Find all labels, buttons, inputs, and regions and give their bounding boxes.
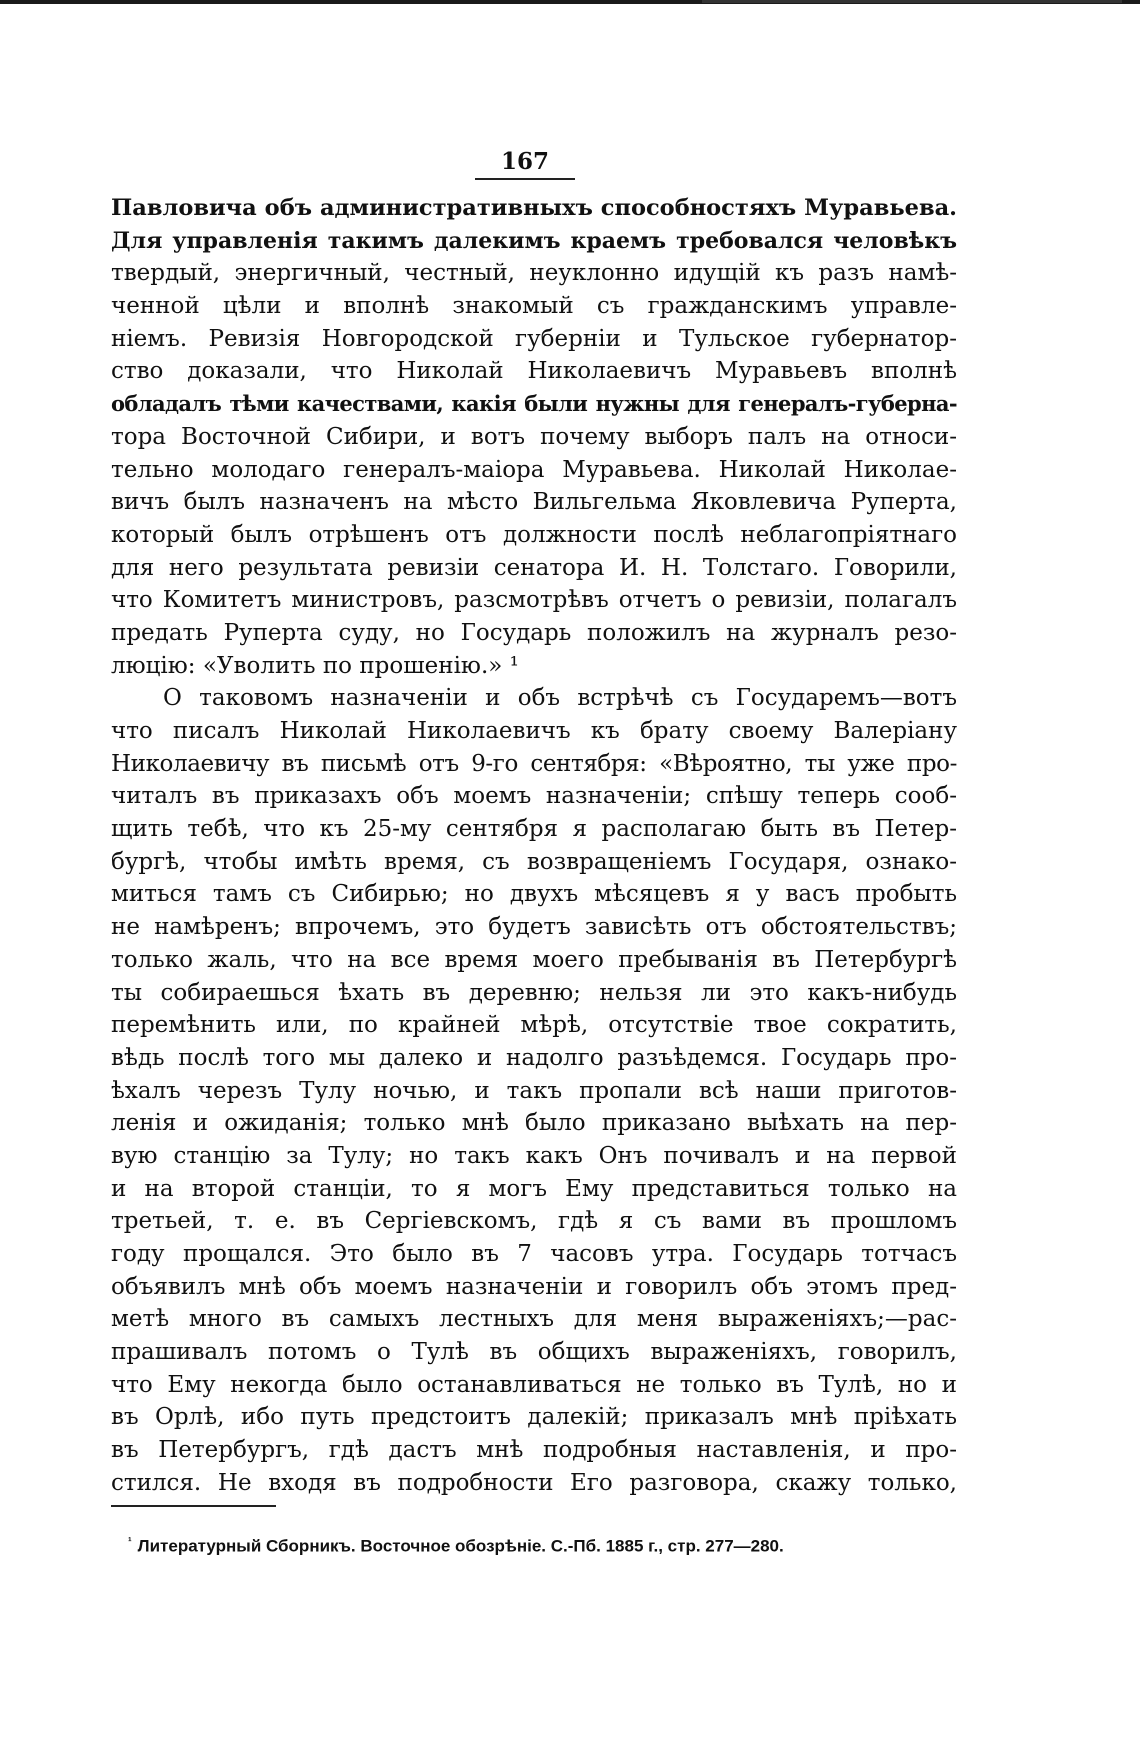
text-line: вичъ былъ назначенъ на мѣсто Вильгельма Яковлевича Руперта,: [111, 489, 957, 516]
footnote-marker: ¹: [128, 1536, 132, 1548]
text-line: тора Восточной Сибири, и вотъ почему выборъ палъ на относи-: [111, 423, 957, 450]
text-line: ченной цѣли и вполнѣ знакомый съ гражданскимъ управле-: [111, 293, 957, 320]
text-line: предать Руперта суду, но Государь положилъ на журналъ резо-: [111, 619, 957, 646]
text-line: для него результата ревизіи сенатора И. Н. Толстаго. Говорили,: [111, 554, 957, 581]
text-line: метѣ много въ самыхъ лестныхъ для меня выраженіяхъ;—рас-: [111, 1306, 957, 1333]
text-line: ство доказали, что Николай Николаевичъ Муравьевъ вполнѣ: [111, 358, 957, 385]
text-line: твердый, энергичный, честный, неуклонно идущій къ разъ намѣ-: [111, 260, 957, 287]
text-line: ленія и ожиданія; только мнѣ было приказано выѣхать на пер-: [111, 1110, 957, 1137]
text-line: только жаль, что на все время моего пребыванія въ Петербургѣ: [111, 946, 957, 973]
text-line: что писалъ Николай Николаевичъ къ брату своему Валеріану: [111, 718, 957, 744]
text-line: тельно молодаго генералъ-маіора Муравьева. Николай Николае-: [111, 456, 957, 483]
text-line: что Ему некогда было останавливаться не только въ Тулѣ, но и: [111, 1371, 957, 1398]
footnote-text: Литературный Сборникъ. Восточное обозрѣніе. С.-Пб. 1885 г., стр. 277—280.: [137, 1536, 784, 1556]
text-line: прашивалъ потомъ о Тулѣ въ общихъ выраженіяхъ, говорилъ,: [111, 1339, 957, 1366]
text-line: и на второй станціи, то я могъ Ему представиться только на: [111, 1175, 957, 1202]
text-line: который былъ отрѣшенъ отъ должности послѣ неблагопріятнаго: [111, 521, 957, 548]
text-line: третьей, т. е. въ Сергіевскомъ, гдѣ я съ вами въ прошломъ: [111, 1208, 957, 1235]
text-line: читалъ въ приказахъ объ моемъ назначеніи; спѣшу теперь сооб-: [111, 783, 957, 810]
text-line: Николаевичу въ письмѣ отъ 9-го сентября: «Вѣроятно, ты уже про-: [111, 750, 957, 777]
text-line: Павловича объ административныхъ способностяхъ Муравьева.: [111, 195, 957, 221]
text-line: стился. Не входя въ подробности Его разговора, скажу только,: [111, 1469, 957, 1496]
page-number: 167: [475, 148, 575, 180]
text-line: объявилъ мнѣ объ моемъ назначеніи и говорилъ объ этомъ пред-: [111, 1273, 957, 1300]
text-line: бургѣ, чтобы имѣть время, съ возвращеніемъ Государя, ознако-: [111, 848, 957, 875]
text-line: году прощался. Это было въ 7 часовъ утра. Государь тотчасъ: [111, 1241, 957, 1267]
text-line: миться тамъ съ Сибирью; но двухъ мѣсяцевъ я у васъ пробыть: [111, 881, 957, 908]
text-line: Для управленія такимъ далекимъ краемъ требовался человѣкъ: [111, 227, 957, 254]
text-line: ты собираешься ѣхать въ деревню; нельзя ли это какъ-нибудь: [111, 979, 957, 1006]
text-line: обладалъ тѣми качествами, какія были нужны для генералъ-губерна-: [111, 391, 957, 417]
text-line: щить тебѣ, что къ 25-му сентября я располагаю быть въ Петер-: [111, 816, 957, 843]
text-line: въ Орлѣ, ибо путь предстоитъ далекій; приказалъ мнѣ пріѣхать: [111, 1404, 957, 1431]
text-line: что Комитетъ министровъ, разсмотрѣвъ отчетъ о ревизіи, полагалъ: [111, 587, 957, 614]
text-line: не намѣренъ; впрочемъ, это будетъ зависѣть отъ обстоятельствъ;: [111, 914, 957, 941]
footnote: [128, 1536, 957, 1557]
footnote-rule: [111, 1505, 276, 1507]
text-line: ніемъ. Ревизія Новгородской губерніи и Тульское губернатор-: [111, 325, 957, 352]
text-line: ѣхалъ черезъ Тулу ночью, и такъ пропали всѣ наши приготов-: [111, 1077, 957, 1104]
text-line: перемѣнить или, по крайней мѣрѣ, отсутствіе твое сократить,: [111, 1012, 957, 1039]
text-line: вѣдь послѣ того мы далеко и надолго разъѣдемся. Государь про-: [111, 1044, 957, 1071]
text-line: вую станцію за Тулу; но такъ какъ Онъ почивалъ и на первой: [111, 1142, 957, 1169]
text-line: въ Петербургъ, гдѣ дастъ мнѣ подробныя наставленія, и про-: [111, 1437, 957, 1464]
text-line: люцію: «Уволить по прошенію.» ¹: [111, 652, 519, 679]
scan-top-edge-right: [702, 0, 1122, 3]
text-line: О таковомъ назначеніи и объ встрѣчѣ съ Государемъ—вотъ: [163, 685, 957, 712]
body-text: [111, 192, 957, 1500]
